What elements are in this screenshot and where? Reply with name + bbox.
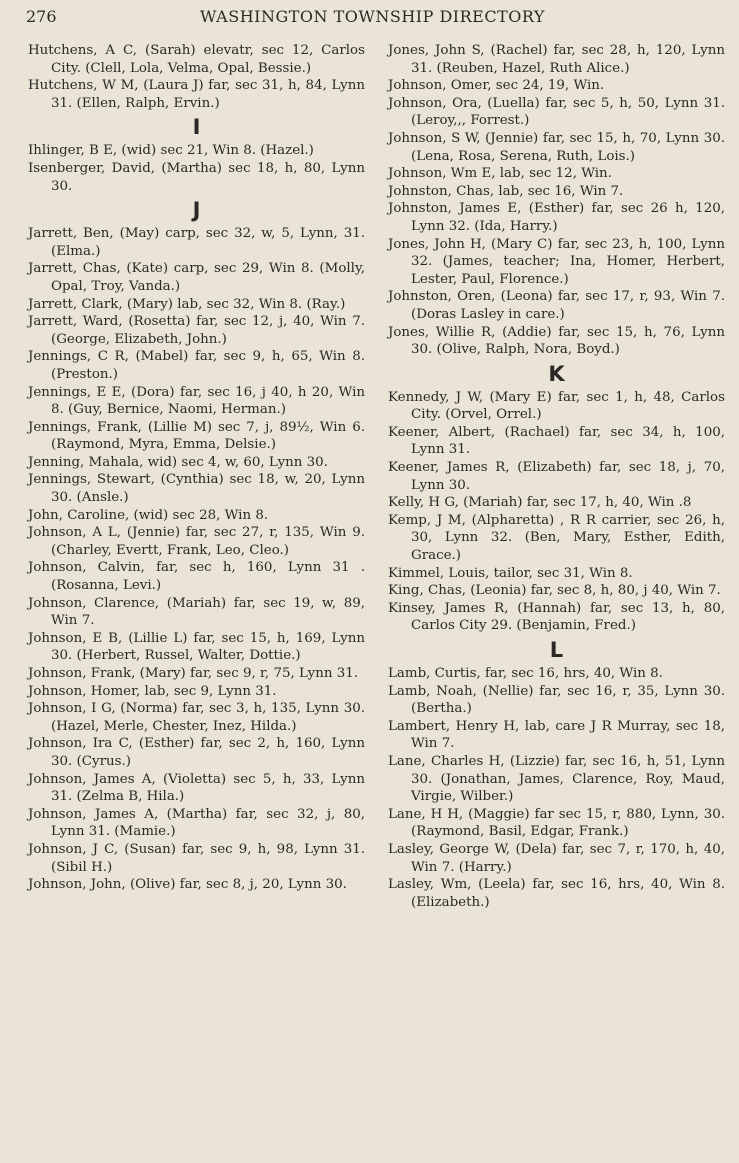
directory-entry: Jenning, Mahala, wid) sec 4, w, 60, Lynn 30. bbox=[28, 454, 328, 470]
directory-entry: Johnson, Calvin, far, sec h, 160, Lynn 31 . (Rosanna, Levi.) bbox=[28, 560, 365, 594]
directory-entry: Lane, Charles H, (Lizzie) far, sec 16, h, 51, Lynn 30. (Jonathan, James, Clarence, Roy, Maud, Virgie, Wilber.) bbox=[388, 753, 725, 805]
directory-entry: Johnson, Omer, sec 24, 19, Win. bbox=[388, 78, 605, 94]
directory-entry: Jones, John S, (Rachel) far, sec 28, h, 120, Lynn 31. (Reuben, Hazel, Ruth Alice.) bbox=[388, 43, 725, 76]
directory-entry: Lasley, George W, (Dela) far, sec 7, r, 170, h, 40, Win 7. (Harry.) bbox=[388, 841, 725, 875]
directory-entry: Kemp, J M, (Alpharetta) , R R carrier, sec 26, h, 30, Lynn 32. (Ben, Mary, Esther, Edith, Grace.) bbox=[388, 512, 725, 564]
directory-entry: King, Chas, (Leonia) far, sec 8, h, 80, j 40, Win 7. bbox=[388, 583, 721, 599]
directory-entry: Jennings, C R, (Mabel) far, sec 9, h, 65, Win 8. (Preston.) bbox=[28, 349, 365, 382]
directory-entry: Johnson, A L, (Jennie) far, sec 27, r, 135, Win 9. (Charley, Evertt, Frank, Leo, Cleo.) bbox=[28, 525, 365, 558]
directory-entry: Lasley, Wm, (Leela) far, sec 16, hrs, 40, Win 8. (Elizabeth.) bbox=[388, 877, 725, 910]
directory-entry: Johnson, James A, (Violetta) sec 5, h, 33, Lynn 31. (Zelma B, Hila.) bbox=[28, 771, 365, 805]
section-letter: L bbox=[549, 638, 564, 662]
directory-entry: Johnson, John, (Olive) far, sec 8, j, 20, Lynn 30. bbox=[28, 877, 347, 893]
section-letter: K bbox=[548, 361, 565, 386]
left-column bbox=[28, 42, 365, 894]
directory-entry: Lamb, Noah, (Nellie) far, sec 16, r, 35, Lynn 30. (Bertha.) bbox=[388, 683, 725, 717]
directory-entry: Lambert, Henry H, lab, care J R Murray, sec 18, Win 7. bbox=[388, 718, 725, 752]
directory-entry: Ihlinger, B E, (wid) sec 21, Win 8. (Hazel.) bbox=[28, 143, 314, 159]
directory-entry: Johnson, James A, (Martha) far, sec 32, j, 80, Lynn 31. (Mamie.) bbox=[28, 806, 365, 840]
directory-entry: Keener, James R, (Elizabeth) far, sec 18, j, 70, Lynn 30. bbox=[388, 460, 725, 493]
directory-entry: Jarrett, Ben, (May) carp, sec 32, w, 5, Lynn, 31. (Elma.) bbox=[28, 226, 365, 259]
section-letter: I bbox=[192, 115, 201, 140]
directory-entry: Johnson, Clarence, (Mariah) far, sec 19, w, 89, Win 7. bbox=[28, 595, 365, 629]
directory-entry: Jones, Willie R, (Addie) far, sec 15, h, 76, Lynn 30. (Olive, Ralph, Nora, Boyd.) bbox=[388, 324, 725, 358]
directory-entry: Kimmel, Louis, tailor, sec 31, Win 8. bbox=[388, 565, 633, 581]
directory-entry: Hutchens, W M, (Laura J) far, sec 31, h, 84, Lynn 31. (Ellen, Ralph, Ervin.) bbox=[28, 78, 365, 111]
directory-entry: Kelly, H G, (Mariah) far, sec 17, h, 40, Win .8 bbox=[388, 495, 692, 511]
directory-entry: Hutchens, A C, (Sarah) elevatr, sec 12, Carlos City. (Clell, Lola, Velma, Opal, Bessie.) bbox=[28, 43, 365, 76]
directory-entry: Johnson, Ora, (Luella) far, sec 5, h, 50, Lynn 31. (Leroy,,, Forrest.) bbox=[388, 95, 725, 129]
directory-entry: Keener, Albert, (Rachael) far, sec 34, h, 100, Lynn 31. bbox=[388, 424, 725, 458]
directory-entry: Johnston, Oren, (Leona) far, sec 17, r, 93, Win 7. (Doras Lasley in care.) bbox=[388, 289, 725, 322]
directory-entry: Johnson, Wm E, lab, sec 12, Win. bbox=[388, 166, 612, 182]
directory-entry: Kinsey, James R, (Hannah) far, sec 13, h, 80, Carlos City 29. (Benjamin, Fred.) bbox=[388, 600, 725, 634]
page-title: WASHINGTON TOWNSHIP DIRECTORY bbox=[200, 7, 545, 26]
directory-entry: Jennings, Stewart, (Cynthia) sec 18, w, 20, Lynn 30. (Ansle.) bbox=[28, 472, 365, 506]
directory-entry: Johnston, Chas, lab, sec 16, Win 7. bbox=[388, 183, 624, 199]
directory-entry: Johnson, Frank, (Mary) far, sec 9, r, 75, Lynn 31. bbox=[28, 666, 359, 681]
directory-entry: Johnson, I G, (Norma) far, sec 3, h, 135, Lynn 30. (Hazel, Merle, Chester, Inez, Hilda.) bbox=[28, 701, 365, 734]
directory-entry: Isenberger, David, (Martha) sec 18, h, 80, Lynn 30. bbox=[28, 160, 365, 194]
directory-entry: Johnson, J C, (Susan) far, sec 9, h, 98, Lynn 31. (Sibil H.) bbox=[28, 841, 365, 875]
directory-entry: Jennings, Frank, (Lillie M) sec 7, j, 89½, Win 6. (Raymond, Myra, Emma, Delsie.) bbox=[28, 419, 365, 453]
right-column bbox=[388, 42, 725, 911]
directory-entry: Johnson, E B, (Lillie L) far, sec 15, h, 169, Lynn 30. (Herbert, Russel, Walter, Dottie.) bbox=[28, 630, 365, 664]
directory-entry: Jones, John H, (Mary C) far, sec 23, h, 100, Lynn 32. (James, teacher; Ina, Homer, Herbert, Lester, Paul, Florence.) bbox=[388, 236, 725, 287]
directory-entry: Johnson, Homer, lab, sec 9, Lynn 31. bbox=[28, 683, 277, 699]
directory-entry: Lamb, Curtis, far, sec 16, hrs, 40, Win 8. bbox=[388, 666, 663, 681]
section-letter: J bbox=[192, 198, 201, 223]
directory-entry: Lane, H H, (Maggie) far sec 15, r, 880, Lynn, 30. (Raymond, Basil, Edgar, Frank.) bbox=[388, 806, 725, 840]
page-header bbox=[26, 7, 719, 29]
page-number: 276 bbox=[26, 7, 57, 26]
directory-entry: Jarrett, Ward, (Rosetta) far, sec 12, j, 40, Win 7. (George, Elizabeth, John.) bbox=[28, 314, 365, 347]
directory-entry: John, Caroline, (wid) sec 28, Win 8. bbox=[28, 507, 269, 523]
directory-entry: Jarrett, Clark, (Mary) lab, sec 32, Win 8. (Ray.) bbox=[28, 296, 346, 312]
directory-entry: Jennings, E E, (Dora) far, sec 16, j 40, h 20, Win 8. (Guy, Bernice, Naomi, Herman.) bbox=[28, 384, 365, 418]
directory-entry: Jarrett, Chas, (Kate) carp, sec 29, Win 8. (Molly, Opal, Troy, Vanda.) bbox=[28, 261, 365, 294]
directory-entry: Johnston, James E, (Esther) far, sec 26 h, 120, Lynn 32. (Ida, Harry.) bbox=[388, 201, 725, 234]
directory-entry: Johnson, Ira C, (Esther) far, sec 2, h, 160, Lynn 30. (Cyrus.) bbox=[28, 736, 365, 769]
directory-entry: Johnson, S W, (Jennie) far, sec 15, h, 70, Lynn 30. (Lena, Rosa, Serena, Ruth, Lois.) bbox=[388, 130, 725, 164]
directory-entry: Kennedy, J W, (Mary E) far, sec 1, h, 48, Carlos City. (Orvel, Orrel.) bbox=[388, 389, 725, 423]
